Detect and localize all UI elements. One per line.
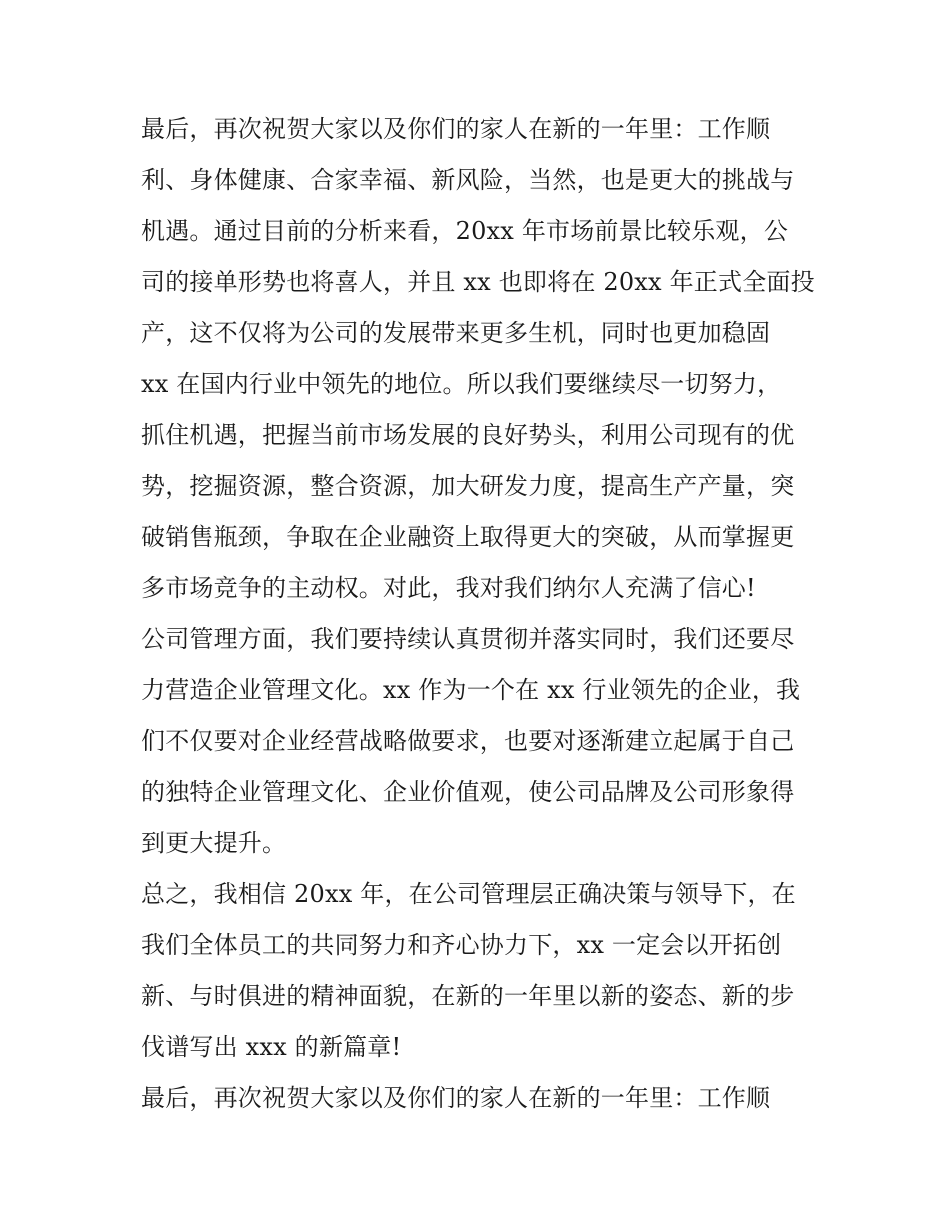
text-line: 多市场竞争的主动权。对此，我对我们纳尔人充满了信心!: [141, 574, 756, 602]
text-line: 利、身体健康、合家幸福、新风险，当然，也是更大的挑战与: [141, 166, 795, 194]
text-line: 破销售瓶颈，争取在企业融资上取得更大的突破，从而掌握更: [141, 523, 795, 551]
text-line: 力营造企业管理文化。xx 作为一个在 xx 行业领先的企业，我: [141, 676, 801, 704]
text-line: 势，挖掘资源，整合资源，加大研发力度，提高生产产量，突: [141, 472, 795, 500]
body-text: [141, 104, 813, 1124]
text-line: 最后，再次祝贺大家以及你们的家人在新的一年里：工作顺: [141, 1084, 771, 1112]
text-line: 新、与时俱进的精神面貌，在新的一年里以新的姿态、新的步: [141, 982, 795, 1010]
text-line: 司的接单形势也将喜人，并且 xx 也即将在 20xx 年正式全面投: [141, 268, 815, 296]
text-line: 伐谱写出 xxx 的新篇章!: [141, 1033, 402, 1061]
text-line: 到更大提升。: [141, 829, 287, 857]
text-line: 我们全体员工的共同努力和齐心协力下，xx 一定会以开拓创: [141, 931, 782, 959]
text-line: 总之，我相信 20xx 年，在公司管理层正确决策与领导下，在: [141, 880, 796, 908]
text-line: 最后，再次祝贺大家以及你们的家人在新的一年里：工作顺: [141, 115, 771, 143]
text-line: 产，这不仅将为公司的发展带来更多生机，同时也更加稳固: [141, 319, 771, 347]
text-line: 机遇。通过目前的分析来看，20xx 年市场前景比较乐观，公: [141, 217, 789, 245]
text-line: xx 在国内行业中领先的地位。所以我们要继续尽一切努力，: [141, 370, 782, 398]
text-line: 抓住机遇，把握当前市场发展的良好势头，利用公司现有的优: [141, 421, 795, 449]
text-line: 公司管理方面，我们要持续认真贯彻并落实同时，我们还要尽: [141, 625, 795, 653]
text-line: 们不仅要对企业经营战略做要求，也要对逐渐建立起属于自己: [141, 727, 795, 755]
text-line: 的独特企业管理文化、企业价值观，使公司品牌及公司形象得: [141, 778, 795, 806]
